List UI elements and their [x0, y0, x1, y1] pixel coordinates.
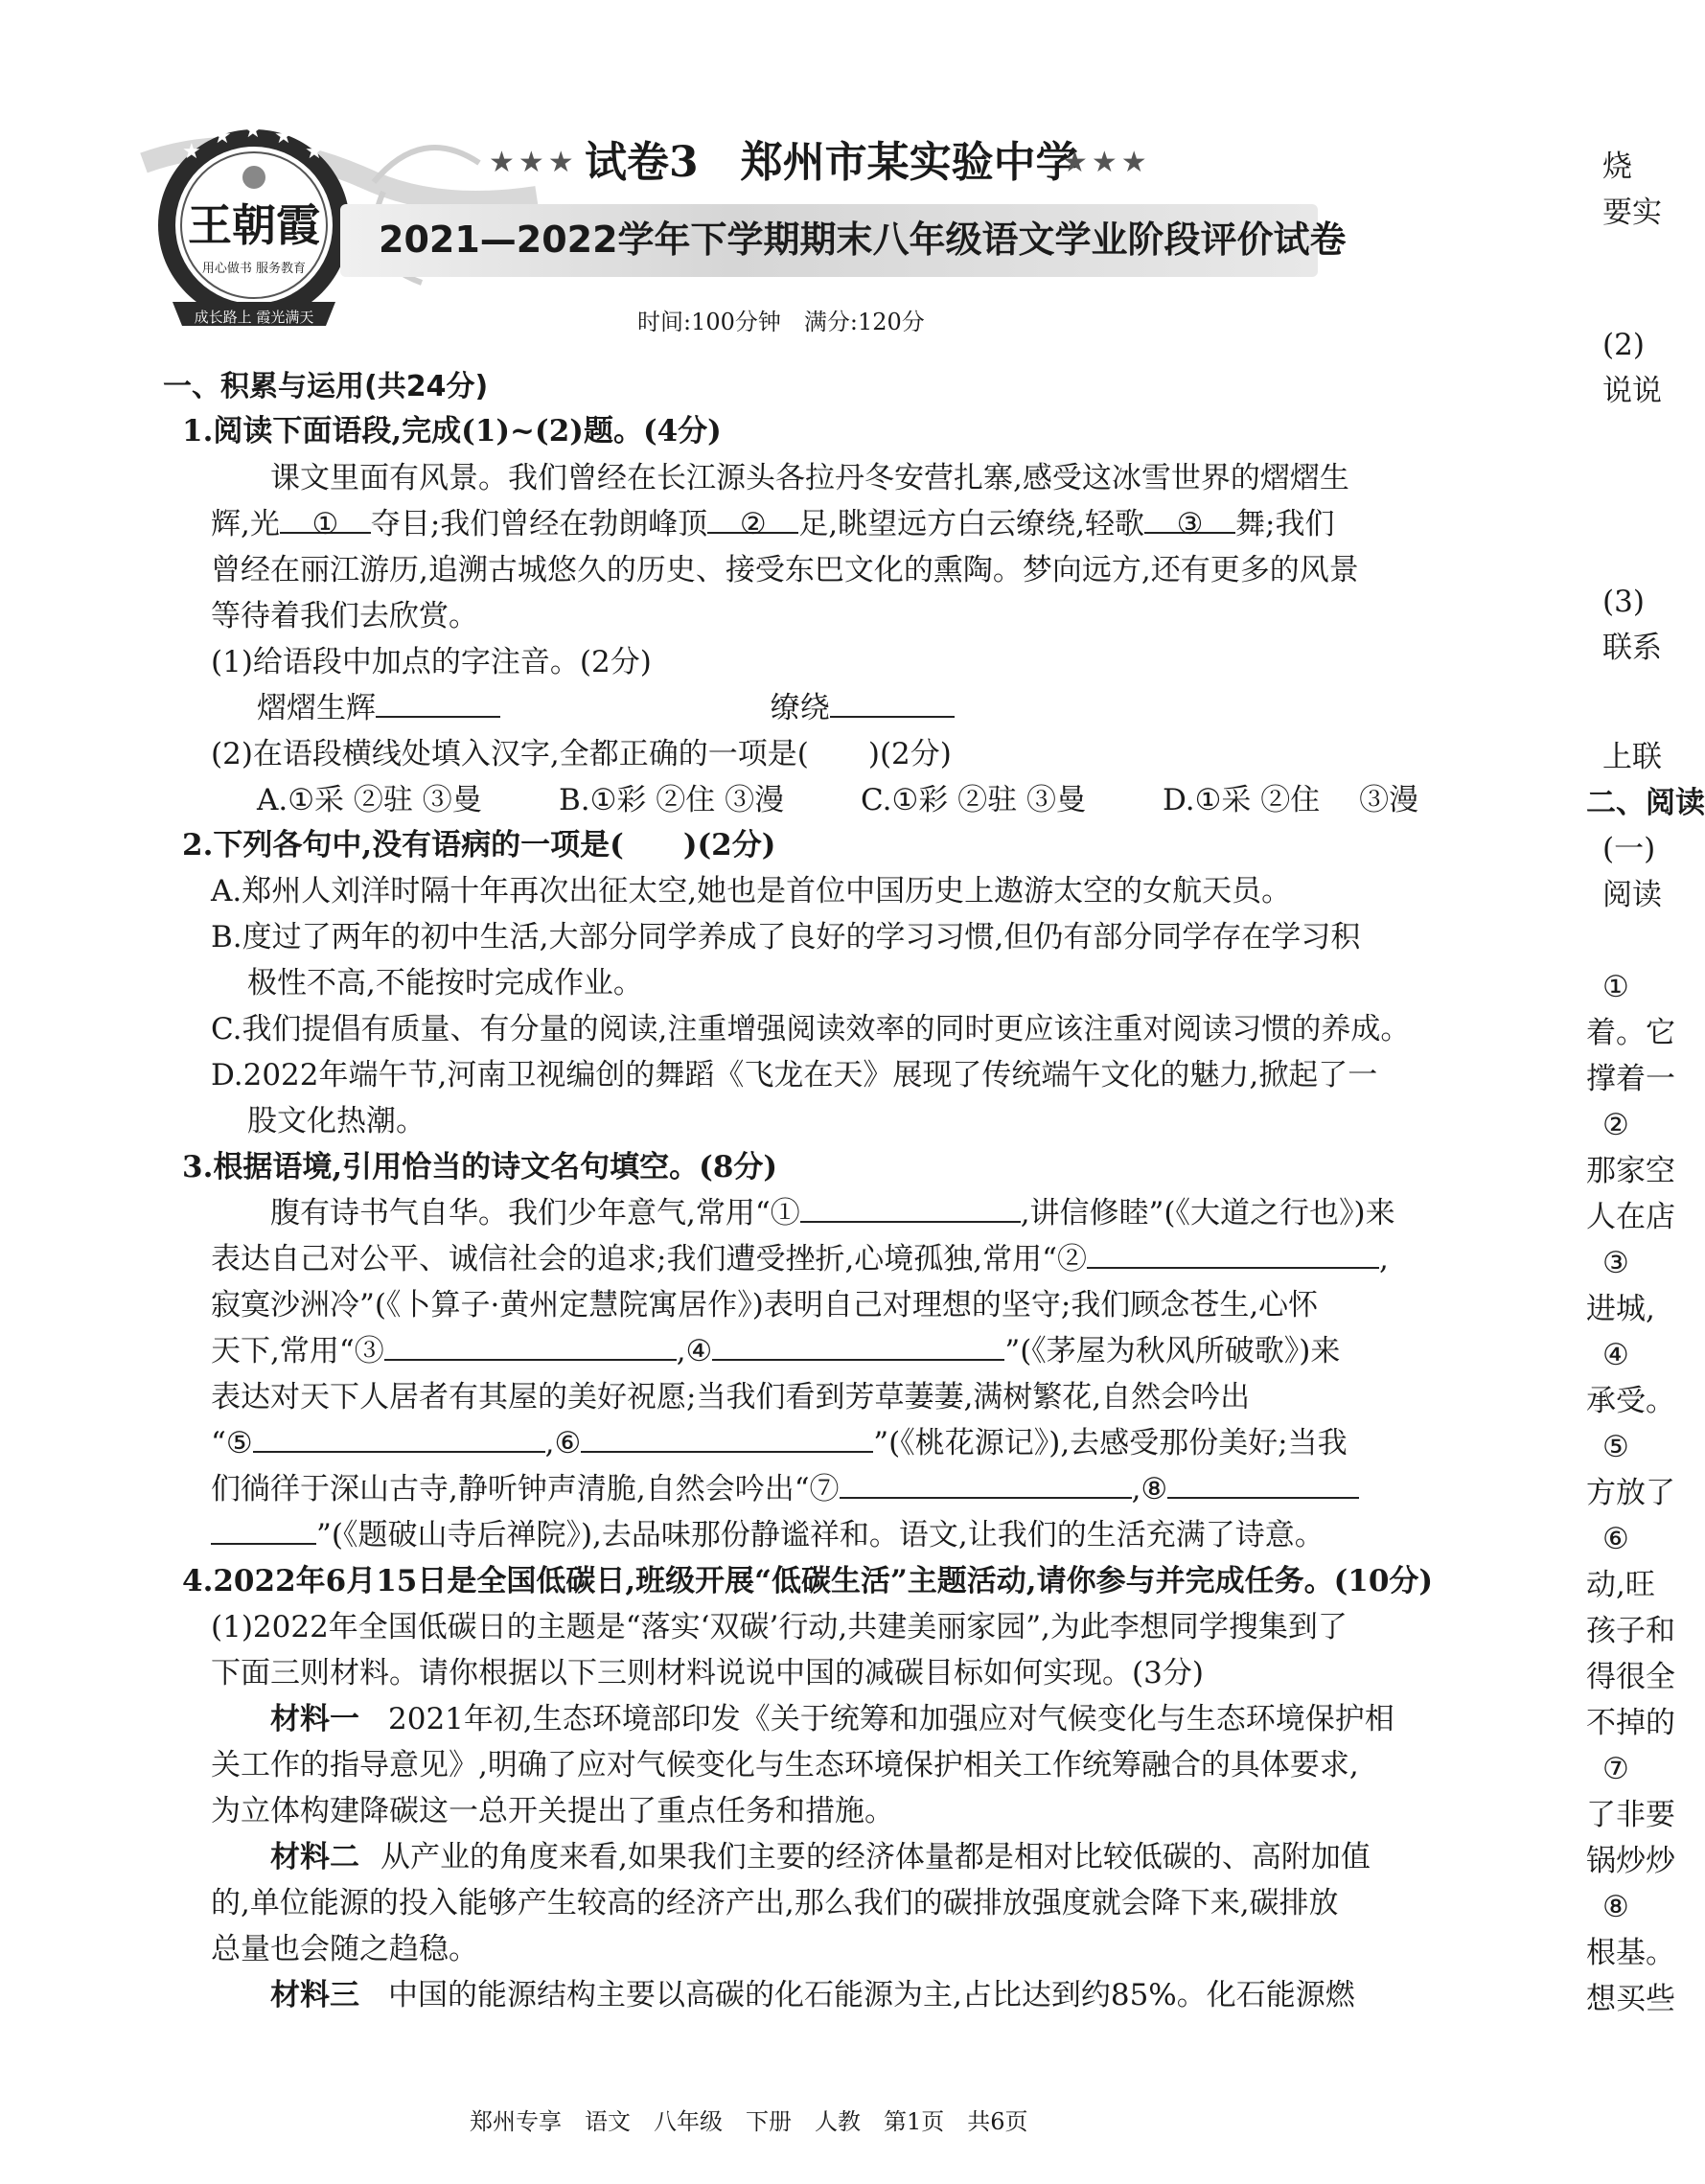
answer-blank[interactable] [1087, 1238, 1379, 1269]
text: ,⑥ [544, 1426, 582, 1460]
next-page-fragment: 不掉的 [1586, 1706, 1675, 1740]
logo-name: 王朝霞 [188, 199, 320, 251]
next-page-fragment: 那家空 [1586, 1154, 1675, 1188]
material-label: 材料二 [270, 1840, 359, 1874]
material-line [270, 1698, 1394, 1740]
option-c[interactable]: C.我们提倡有质量、有分量的阅读,注重增强阅读效率的同时更应该注重对阅读习惯的养成。 [211, 1012, 1411, 1046]
option-d-cont: 股文化热潮。 [247, 1104, 426, 1138]
next-page-fragment: 根基。 [1586, 1936, 1675, 1970]
passage-line [211, 1330, 1340, 1372]
passage-line [270, 1192, 1395, 1234]
material-line [270, 1836, 1371, 1878]
q4-stem: 4.2022年6月15日是全国低碳日,班级开展“低碳生活”主题活动,请你参与并完成任务。(10分) [182, 1564, 1434, 1598]
next-page-fragment: ⑥ [1602, 1522, 1629, 1556]
option-c[interactable]: C.①彩 ②驻 ③曼 [861, 783, 1086, 817]
q1-stem: 1.阅读下面语段,完成(1)~(2)题。(4分) [182, 414, 722, 448]
next-page-fragment: 着。它 [1586, 1016, 1675, 1050]
answer-blank[interactable] [211, 1514, 316, 1545]
paper-subtitle: 2021—2022学年下学期期末八年级语文学业阶段评价试卷 [379, 218, 1347, 261]
blank-label: ③ [1176, 507, 1204, 541]
next-page-fragment: ① [1602, 970, 1629, 1004]
next-page-fragment: 要实 [1602, 195, 1662, 230]
option-b[interactable]: B.度过了两年的初中生活,大部分同学养成了良好的学习习惯,但仍有部分同学存在学习积 [211, 920, 1361, 954]
next-page-fragment: ⑦ [1602, 1752, 1629, 1786]
next-page-fragment: (2) [1602, 328, 1645, 362]
material-line: 的,单位能源的投入能够产生较高的经济产出,那么我们的碳排放强度就会降下来,碳排放 [211, 1886, 1339, 1920]
answer-blank[interactable] [1144, 503, 1235, 541]
text: ”(《题破山寺后禅院》),去品味那份静谧祥和。语文,让我们的生活充满了诗意。 [316, 1518, 1325, 1552]
pinyin-word: 熠熠生辉 [257, 691, 376, 725]
paper-title: 试卷3 郑州市某实验中学 [585, 138, 1078, 187]
text: 2021年初,生态环境部印发《关于统筹和加强应对气候变化与生态环境保护相 [388, 1702, 1394, 1736]
answer-blank[interactable] [707, 503, 798, 541]
next-page-fragment: 想买些 [1586, 1982, 1675, 2016]
passage-line [211, 1422, 1348, 1464]
text: ,讲信修睦”(《大道之行也》)来 [1020, 1196, 1395, 1230]
answer-blank[interactable] [712, 1330, 1004, 1361]
question-stem [182, 824, 775, 866]
option-row [257, 779, 1418, 821]
logo-slogan: 用心做书 服务教育 [201, 262, 307, 276]
text: 中国的能源结构主要以高碳的化石能源为主,占比达到约85%。化石能源燃 [388, 1978, 1355, 2012]
question-stem [182, 1560, 1433, 1602]
text: 舞;我们 [1235, 507, 1335, 541]
blank-label: ① [311, 507, 339, 541]
page-footer: 郑州专享 语文 八年级 下册 人教 第1页 共6页 [470, 2108, 1028, 2135]
sub-question: (1)给语段中加点的字注音。(2分) [211, 645, 652, 679]
answer-blank[interactable] [384, 1330, 677, 1361]
material-line: 关工作的指导意见》,明确了应对气候变化与生态环境保护相关工作统筹融合的具体要求, [211, 1748, 1359, 1782]
next-page-fragment: 人在店 [1586, 1200, 1675, 1234]
text: 夺目;我们曾经在勃朗峰顶 [370, 507, 708, 541]
text: ,④ [676, 1334, 713, 1368]
next-page-fragment: 阅读 [1602, 878, 1662, 912]
text: ,⑧ [1131, 1472, 1168, 1506]
text: 天下,常用“③ [211, 1334, 384, 1368]
publisher-logo [144, 120, 364, 340]
next-page-fragment: ⑧ [1602, 1890, 1629, 1924]
text: 辉,光 [211, 507, 280, 541]
answer-blank[interactable] [280, 503, 371, 541]
next-page-fragment: (3) [1602, 585, 1645, 619]
svg-text:★: ★ [213, 125, 232, 149]
next-page-fragment: 说说 [1602, 374, 1662, 408]
passage-line [211, 503, 1334, 545]
answer-blank[interactable] [376, 687, 500, 718]
pinyin-word: 缭绕 [770, 691, 830, 725]
option-d[interactable]: D.①采 ②住 ③漫 [1163, 783, 1419, 817]
answer-blank[interactable] [1167, 1468, 1359, 1499]
text: ”(《桃花源记》),去感受那份美好;当我 [873, 1426, 1348, 1460]
next-page-fragment: 方放了 [1586, 1476, 1675, 1510]
answer-blank[interactable] [253, 1422, 545, 1453]
option-b[interactable]: B.①彩 ②住 ③漫 [559, 783, 785, 817]
svg-text:★: ★ [274, 125, 293, 149]
text: 们徜徉于深山古寺,静听钟声清脆,自然会吟出“⑦ [211, 1472, 840, 1506]
answer-blank[interactable] [800, 1192, 1021, 1223]
text: ”(《茅屋为秋风所破歌》)来 [1004, 1334, 1341, 1368]
exam-meta: 时间:100分钟 满分:120分 [637, 309, 925, 335]
passage-line: 等待着我们去欣赏。 [211, 599, 478, 633]
passage-line [211, 1514, 1325, 1556]
passage-line: 曾经在丽江游历,追溯古城悠久的历史、接受东巴文化的熏陶。梦向远方,还有更多的风景 [211, 553, 1359, 587]
pinyin-row [257, 687, 955, 729]
title-stars-right: ★★★ [1062, 146, 1151, 179]
sub-question: (1)2022年全国低碳日的主题是“落实‘双碳’行动,共建美丽家园”,为此李想同学搜集到了 [211, 1610, 1348, 1644]
svg-text:★: ★ [243, 119, 263, 143]
question-stem [182, 1146, 777, 1188]
next-page-fragment: 烧 [1602, 149, 1632, 184]
passage-line: 表达对天下人居者有其屋的美好祝愿;当我们看到芳草萋萋,满树繁花,自然会吟出 [211, 1380, 1251, 1414]
text: 腹有诗书气自华。我们少年意气,常用“① [270, 1196, 800, 1230]
svg-text:★: ★ [182, 140, 201, 164]
sub-question: (2)在语段横线处填入汉字,全都正确的一项是( )(2分) [211, 737, 952, 771]
sub-question-cont: 下面三则材料。请你根据以下三则材料说说中国的减碳目标如何实现。(3分) [211, 1656, 1204, 1690]
next-page-fragment: 得很全 [1586, 1660, 1675, 1694]
option-a[interactable]: A.①采 ②驻 ③曼 [257, 783, 482, 817]
answer-blank[interactable] [581, 1422, 873, 1453]
option-b-cont: 极性不高,不能按时完成作业。 [247, 966, 643, 1000]
q2-stem: 2.下列各句中,没有语病的一项是( )(2分) [182, 828, 776, 862]
next-page-fragment: ⑤ [1602, 1430, 1629, 1464]
passage-line [211, 1238, 1389, 1280]
svg-text:★: ★ [305, 140, 324, 164]
material-line [270, 1974, 1355, 2016]
blank-label: ② [739, 507, 767, 541]
next-page-fragment: 承受。 [1586, 1384, 1675, 1418]
passage-line: 课文里面有风景。我们曾经在长江源头各拉丹冬安营扎寨,感受这冰雪世界的熠熠生 [270, 461, 1349, 495]
next-page-fragment: ② [1602, 1108, 1629, 1142]
section-heading: 一、积累与运用(共24分) [163, 370, 489, 403]
next-page-fragment: (一) [1602, 832, 1656, 866]
text: , [1379, 1242, 1389, 1276]
next-page-fragment: 动,旺 [1586, 1568, 1655, 1602]
material-label: 材料三 [270, 1978, 359, 2012]
next-page-fragment: 撑着一 [1586, 1062, 1675, 1096]
answer-blank[interactable] [830, 687, 955, 718]
text: 足,眺望远方白云缭绕,轻歌 [798, 507, 1145, 541]
passage-line [211, 1468, 1359, 1510]
title-stars-left: ★★★ [489, 146, 578, 179]
logo-motto: 成长路上 霞光满天 [194, 309, 314, 326]
answer-blank[interactable] [840, 1468, 1132, 1499]
option-a[interactable]: A.郑州人刘洋时隔十年再次出征太空,她也是首位中国历史上遨游太空的女航天员。 [211, 874, 1292, 908]
next-page-fragment: 二、阅读 [1586, 786, 1705, 820]
text: “⑤ [211, 1426, 253, 1460]
material-line: 为立体构建降碳这一总开关提出了重点任务和措施。 [211, 1794, 894, 1828]
next-page-fragment: ③ [1602, 1246, 1629, 1280]
option-d[interactable]: D.2022年端午节,河南卫视编创的舞蹈《飞龙在天》展现了传统端午文化的魅力,掀起了一 [211, 1058, 1378, 1092]
question-stem [182, 410, 722, 452]
next-page-fragment: 上联 [1602, 740, 1662, 774]
next-page-fragment: 锅炒炒 [1586, 1844, 1675, 1878]
next-page-fragment: 了非要 [1586, 1798, 1675, 1832]
next-page-fragment: 孩子和 [1586, 1614, 1675, 1648]
text: 表达自己对公平、诚信社会的追求;我们遭受挫折,心境孤独,常用“② [211, 1242, 1087, 1276]
text: 从产业的角度来看,如果我们主要的经济体量都是相对比较低碳的、高附加值 [380, 1840, 1371, 1874]
next-page-fragment: 联系 [1602, 631, 1662, 665]
q3-stem: 3.根据语境,引用恰当的诗文名句填空。(8分) [182, 1150, 778, 1184]
material-line: 总量也会随之趋稳。 [211, 1932, 478, 1966]
passage-line: 寂寞沙洲冷”(《卜算子·黄州定慧院寓居作》)表明自己对理想的坚守;我们顾念苍生,心怀 [211, 1288, 1319, 1322]
next-page-fragment: ④ [1602, 1338, 1629, 1372]
next-page-fragment: 进城, [1586, 1292, 1655, 1326]
material-label: 材料一 [270, 1702, 359, 1736]
